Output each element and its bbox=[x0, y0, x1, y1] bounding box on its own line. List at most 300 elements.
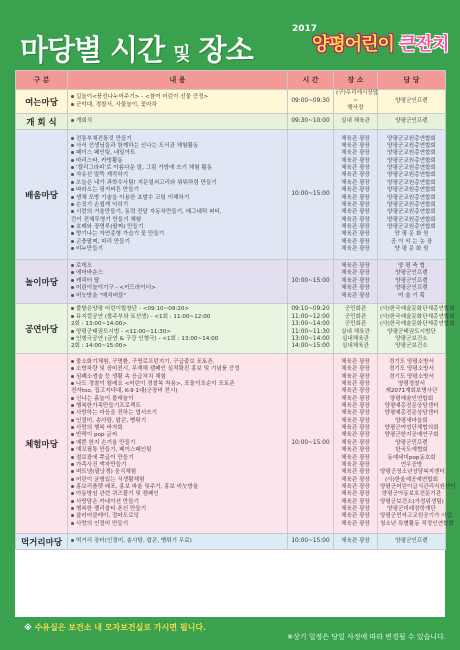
schedule-disclaimer: ※상기 일정은 당일 사정에 따라 변경될 수 있습니다. bbox=[287, 633, 446, 641]
bullet-icon bbox=[71, 500, 74, 503]
time-line bbox=[290, 191, 331, 198]
place-text: 체육관 광장 bbox=[341, 461, 370, 468]
org-line bbox=[380, 366, 443, 373]
bullet-icon bbox=[71, 103, 74, 106]
section-category: 공연마당 bbox=[16, 304, 68, 354]
program-item-text: 간이 전체투영기 만들기 체험 bbox=[71, 216, 142, 223]
org-line bbox=[380, 538, 443, 545]
bullet-icon bbox=[71, 456, 74, 459]
program-item-text: 전통부채전통것 만들기 bbox=[76, 135, 132, 142]
org-text: 양평예총전문상담센터 bbox=[384, 410, 439, 417]
program-item-cell bbox=[68, 90, 288, 114]
program-item-line bbox=[71, 136, 284, 143]
place-text: 체육관 광장 bbox=[341, 157, 370, 164]
time-cell bbox=[288, 354, 334, 534]
bullet-icon bbox=[71, 240, 74, 243]
bullet-icon bbox=[71, 478, 74, 481]
org-text: 양평군보건소 bbox=[395, 335, 428, 342]
org-line bbox=[380, 410, 443, 417]
bullet-icon bbox=[71, 367, 74, 370]
bullet-icon bbox=[71, 397, 74, 400]
program-item-cell bbox=[68, 534, 288, 550]
place-line bbox=[336, 270, 375, 277]
org-text: 양평군교원총연합회 bbox=[387, 223, 436, 230]
org-text: 양평군교원총연합회 bbox=[387, 135, 436, 142]
bullet-icon bbox=[71, 264, 74, 267]
program-item-line bbox=[71, 118, 284, 125]
event-logo bbox=[286, 26, 451, 56]
program-item-line bbox=[71, 285, 284, 292]
org-text: 양평군교원총연합회 bbox=[387, 157, 436, 164]
program-item-text: 나도 경찰이 될래요 <어린이 경찰복 착용>, 포돌이포순이 포토존 bbox=[76, 381, 235, 388]
table-row bbox=[16, 130, 446, 260]
bullet-icon bbox=[71, 426, 74, 429]
program-item-text: 개회식 bbox=[76, 117, 93, 124]
org-line bbox=[380, 231, 443, 238]
place-text: 군민회관 bbox=[344, 321, 367, 328]
program-item-text: 사랑의 행복 바자회 bbox=[76, 425, 123, 432]
place-text: 체육관 광장 bbox=[341, 373, 370, 380]
time-text: 14:00~15:00 bbox=[291, 343, 330, 350]
place-text: 체육관 광장 bbox=[341, 187, 370, 194]
org-text: 양평군교원총연합회 bbox=[387, 201, 436, 208]
org-text: 양평군교원총연합회 bbox=[387, 216, 436, 223]
program-item-line bbox=[71, 469, 284, 476]
page-title: 마당별 시간 및 장소 bbox=[20, 33, 253, 67]
program-item-text: 호패와 장명루(팔찌) 만들기 bbox=[76, 223, 144, 230]
org-line bbox=[380, 270, 443, 277]
program-item-text: 예꼬필통 만들기, 페이스페인팅 bbox=[76, 447, 152, 454]
org-text: 한국도예협회 bbox=[395, 447, 428, 454]
place-line bbox=[336, 432, 375, 439]
place-text: ~ bbox=[353, 97, 358, 104]
bullet-icon bbox=[71, 159, 74, 162]
program-item-line bbox=[71, 239, 284, 246]
table-row bbox=[16, 90, 446, 114]
place-text: 체육관 광장 bbox=[341, 381, 370, 388]
bullet-icon bbox=[71, 360, 74, 363]
bullet-icon bbox=[71, 441, 74, 444]
org-line bbox=[380, 469, 443, 476]
place-line bbox=[336, 396, 375, 403]
program-item-line bbox=[71, 150, 284, 157]
program-item-line bbox=[71, 321, 284, 328]
program-item-text: 에어바운스 bbox=[76, 270, 104, 277]
program-item-cell bbox=[68, 354, 288, 534]
place-line bbox=[336, 321, 375, 328]
program-item-text: 예쁜 한지 손거울 만들기 bbox=[76, 439, 136, 446]
bullet-icon bbox=[71, 375, 74, 378]
place-text: 체육관 광장 bbox=[341, 498, 370, 505]
org-line bbox=[380, 150, 443, 157]
org-text: 양평예총전문상담센터 bbox=[384, 403, 439, 410]
schedule-table-container bbox=[15, 70, 456, 617]
org-text: 양평군교원총연합회 bbox=[387, 172, 436, 179]
time-cell bbox=[288, 114, 334, 130]
program-item-text: 사랑의 인절미 만들기 bbox=[76, 520, 129, 527]
place-cell bbox=[334, 90, 378, 114]
schedule-table bbox=[15, 70, 456, 550]
program-item-text: 사랑담은 카네이션 만들기 bbox=[76, 498, 139, 505]
org-text: 양평군태권도시범단 bbox=[387, 328, 436, 335]
place-line bbox=[336, 217, 375, 224]
place-cell bbox=[334, 130, 378, 260]
program-item-text: 길놀이<풍선나누어주기> - <참여 어린이 선물 증정> bbox=[76, 94, 209, 101]
bullet-icon bbox=[71, 95, 74, 98]
bullet-icon bbox=[71, 337, 74, 340]
place-text: 체육관 광장 bbox=[341, 270, 370, 277]
program-item-line bbox=[71, 270, 284, 277]
program-item-cell bbox=[68, 260, 288, 304]
place-text: 실내 체육관 bbox=[341, 117, 370, 124]
place-line bbox=[336, 491, 375, 498]
program-item-line bbox=[71, 513, 284, 520]
place-text: 실내체육관 bbox=[341, 343, 370, 350]
org-text: 양평군교원총연합회 bbox=[387, 150, 436, 157]
place-line bbox=[336, 329, 375, 336]
place-text: 체육관 광장 bbox=[341, 366, 370, 373]
program-item-line bbox=[71, 209, 284, 216]
org-line bbox=[380, 98, 443, 105]
place-text: 체육관 광장 bbox=[341, 150, 370, 157]
org-text: 양평군한지공예연구회 bbox=[384, 432, 439, 439]
org-text: 양평군교원총연합회 bbox=[387, 179, 436, 186]
program-item-text: 반짝이 pop 글씨 bbox=[76, 432, 118, 439]
program-item-line bbox=[71, 410, 284, 417]
program-item-text: 인절미, 송사탕, 팝콘, 뻥튀기 bbox=[76, 417, 147, 424]
time-cell bbox=[288, 304, 334, 354]
bullet-icon bbox=[71, 382, 74, 385]
org-text: 경기도 양평소방서 bbox=[388, 359, 434, 366]
program-item-text: 따라오는 핑거버튼 만들기 bbox=[76, 187, 139, 194]
program-item-text: 행복한가족만들기프로젝트 bbox=[76, 403, 141, 410]
program-item-cell bbox=[68, 130, 288, 260]
time-text: 13:00~14:00 bbox=[291, 321, 330, 328]
place-text: 체육관 광장 bbox=[341, 216, 370, 223]
place-line bbox=[336, 343, 375, 350]
event-year: 2017 bbox=[292, 24, 318, 34]
org-text: 양평군교원총연합회 bbox=[387, 143, 436, 150]
bullet-icon bbox=[71, 507, 74, 510]
bullet-icon bbox=[71, 419, 74, 422]
program-item-text: 사랑하는 마음을 전하는 엽서쓰기 bbox=[76, 410, 157, 417]
org-line bbox=[380, 293, 443, 300]
org-text: 양 평 문 화 원 bbox=[394, 231, 429, 238]
program-item-text: 시련의 거울만들기, 동력 전달 자동차만들기, 매그네틱 퍼티, bbox=[76, 209, 222, 216]
place-text: 체육관 광장 bbox=[341, 179, 370, 186]
col-header-time: 시 간 bbox=[288, 71, 334, 90]
time-line bbox=[290, 306, 331, 313]
place-line bbox=[336, 538, 375, 545]
org-text: 양평군교원총연합회 bbox=[387, 209, 436, 216]
program-item-text: 캐릭터 탈 bbox=[76, 277, 100, 284]
org-text: 청소년 특별활동 적정인연합회 bbox=[380, 520, 454, 527]
bullet-icon bbox=[71, 271, 74, 274]
org-line bbox=[380, 195, 443, 202]
program-item-line bbox=[71, 94, 284, 101]
org-cell bbox=[378, 354, 456, 534]
place-line bbox=[336, 447, 375, 454]
program-item-line bbox=[71, 329, 284, 336]
place-line bbox=[336, 306, 375, 313]
program-item-line bbox=[71, 491, 284, 498]
place-text: 행사장 bbox=[347, 105, 364, 112]
program-item-text: 물소화기체험, 구명환, 구명로프던지기, 구급출보 포토존, bbox=[76, 359, 215, 366]
program-item-text: 오늘은 내가 과학수사팀! 지문열쇠고리와 뭐뭐하렴 만들기 bbox=[76, 179, 217, 186]
org-text: 양평군인프렌 bbox=[395, 117, 428, 124]
program-item-text: 페이스 페인팅, 네일아트 bbox=[76, 150, 136, 157]
org-line bbox=[380, 217, 443, 224]
place-text: 체육관 광장 bbox=[341, 513, 370, 520]
bullet-icon bbox=[71, 181, 74, 184]
place-text: 체육관 광장 bbox=[341, 201, 370, 208]
program-item-line bbox=[71, 538, 284, 545]
org-line bbox=[380, 209, 443, 216]
program-item-text: 양평군태권도시범 - <11:00~11:30> bbox=[76, 328, 172, 335]
table-row bbox=[16, 354, 446, 534]
time-text: 13:00~14:00 bbox=[291, 335, 330, 342]
place-text: 체육관 광장 bbox=[341, 439, 370, 446]
bullet-icon bbox=[71, 411, 74, 414]
program-item-line bbox=[71, 499, 284, 506]
program-item-line bbox=[71, 343, 284, 350]
place-text: 실내체육관 bbox=[341, 335, 370, 342]
org-line bbox=[380, 172, 443, 179]
program-item-text: 절보광에 쭈글이 만들기 bbox=[76, 454, 134, 461]
place-line bbox=[336, 469, 375, 476]
section-category: 먹거리마당 bbox=[16, 534, 68, 550]
bullet-icon bbox=[71, 514, 74, 517]
place-text: 체육관 광장 bbox=[341, 223, 370, 230]
place-text: 체육관 광장 bbox=[341, 537, 370, 544]
section-category: 여는마당 bbox=[16, 90, 68, 114]
org-text: 양평군아동보호전문기관 bbox=[381, 491, 442, 498]
bullet-icon bbox=[71, 294, 74, 297]
time-text: 09:30~10:00 bbox=[291, 117, 330, 124]
org-text: 양평군민자고교원공기가 사업 bbox=[380, 513, 453, 520]
table-row bbox=[16, 114, 446, 130]
place-cell bbox=[334, 534, 378, 550]
col-header-org: 담 당 bbox=[378, 71, 446, 90]
place-text: 체육관 광장 bbox=[341, 432, 370, 439]
org-text: (사)한국예술문화단체총연합회 bbox=[380, 321, 455, 328]
program-item-text: 향기나는 자연종형 가습기 꽃 만들기 bbox=[76, 231, 165, 238]
bullet-icon bbox=[71, 522, 74, 525]
org-line bbox=[380, 136, 443, 143]
place-text: 체육관 광장 bbox=[341, 483, 370, 490]
org-text: 경기도 양평소방서 bbox=[388, 373, 434, 380]
time-line bbox=[290, 440, 331, 447]
time-text: 11:00~12:00 bbox=[291, 313, 330, 320]
org-line bbox=[380, 455, 443, 462]
place-text: 체육관 광장 bbox=[341, 359, 370, 366]
program-item-text: 먹거리 장터(인절미, 솜사탕, 팝콘, 뻥튀기 무료) bbox=[76, 537, 192, 544]
col-header-place: 장 소 bbox=[334, 71, 378, 90]
bullet-icon bbox=[71, 247, 74, 250]
time-line bbox=[290, 336, 331, 343]
time-text: 09:10~09:20 bbox=[291, 306, 330, 313]
place-text: 체육관 광장 bbox=[341, 469, 370, 476]
col-header-category: 구 분 bbox=[16, 71, 68, 90]
bullet-icon bbox=[71, 173, 74, 176]
place-text: 체육관 광장 bbox=[341, 491, 370, 498]
bullet-icon bbox=[71, 137, 74, 140]
place-line bbox=[336, 455, 375, 462]
program-item-text: 곤충팔찌, 피리 만들기 bbox=[76, 238, 130, 245]
program-item-line bbox=[71, 102, 284, 109]
org-line bbox=[380, 306, 455, 313]
time-cell bbox=[288, 260, 334, 304]
program-item-line bbox=[71, 432, 284, 439]
program-item-text: 2회 : 13:00~14:00> bbox=[71, 321, 128, 328]
org-text: 연우공방 bbox=[400, 461, 423, 468]
program-item-text: 로데오 bbox=[76, 263, 93, 270]
org-text: 양평군인프렌 bbox=[395, 277, 428, 284]
org-line bbox=[380, 432, 443, 439]
org-line bbox=[380, 321, 455, 328]
program-item-line bbox=[71, 217, 284, 224]
org-text: 양 평 문 화 원 bbox=[394, 245, 429, 252]
org-text: 양평군미래장학재단 bbox=[387, 505, 436, 512]
org-text: 공 이 익 는 농 장 bbox=[390, 238, 433, 245]
place-text: 체육관 광장 bbox=[341, 245, 370, 252]
program-item-line bbox=[71, 231, 284, 238]
place-line bbox=[336, 293, 375, 300]
section-category: 배움마당 bbox=[16, 130, 68, 260]
place-text: 체육관 광장 bbox=[341, 403, 370, 410]
org-line bbox=[380, 499, 443, 506]
time-text: 09:00~09:30 bbox=[291, 97, 330, 104]
place-text: 체육관 광장 bbox=[341, 263, 370, 270]
time-line bbox=[290, 343, 331, 350]
program-item-line bbox=[71, 293, 284, 300]
event-name: 양평어린이 큰잔치 bbox=[312, 34, 449, 55]
place-text: 체육관 광장 bbox=[341, 476, 370, 483]
org-text: 여 울 기 획 bbox=[398, 292, 425, 299]
bullet-icon bbox=[71, 330, 74, 333]
program-item-line bbox=[71, 187, 284, 194]
program-item-text: 어린이놀이기구 - <키드라이더> bbox=[76, 285, 156, 292]
org-text: 양평경찰서 bbox=[397, 381, 426, 388]
program-item-text: 심폐소생술 등 생활 속 응급처치 체험 bbox=[76, 373, 166, 380]
section-category: 체험마당 bbox=[16, 354, 68, 534]
program-item-text: 인형극공연 (금연 & 구강 인형극) - <1회 : 13:00~14:00 bbox=[76, 335, 219, 342]
place-cell bbox=[334, 260, 378, 304]
bullet-icon bbox=[71, 203, 74, 206]
bullet-icon bbox=[71, 539, 74, 542]
program-item-line bbox=[71, 374, 284, 381]
time-cell bbox=[288, 90, 334, 114]
program-item-text: 비눗방울 "매직버블" bbox=[76, 292, 127, 299]
place-line bbox=[336, 209, 375, 216]
org-cell bbox=[378, 304, 455, 354]
place-text: (구)우리에시장앞 bbox=[336, 90, 379, 97]
bullet-icon bbox=[71, 404, 74, 407]
org-cell bbox=[378, 114, 446, 130]
org-text: 양평군인프렌 bbox=[395, 270, 428, 277]
bullet-icon bbox=[71, 232, 74, 235]
bullet-icon bbox=[71, 196, 74, 199]
org-text: 양평예술인연합회 bbox=[389, 395, 434, 402]
place-text: 체육관 광장 bbox=[341, 410, 370, 417]
bullet-icon bbox=[71, 279, 74, 282]
bullet-icon bbox=[71, 433, 74, 436]
org-text: 양평새마을회 bbox=[395, 417, 428, 424]
time-text: 11:00~11:30 bbox=[291, 328, 330, 335]
time-line bbox=[290, 329, 331, 336]
program-item-line bbox=[71, 521, 284, 528]
place-line bbox=[336, 366, 375, 373]
place-line bbox=[336, 285, 375, 292]
program-item-line bbox=[71, 447, 284, 454]
org-text: 제2071계회보병사단 bbox=[385, 388, 438, 395]
place-line bbox=[336, 374, 375, 381]
time-line bbox=[290, 98, 331, 105]
bullet-icon bbox=[71, 286, 74, 289]
place-text: 체육관 광장 bbox=[341, 454, 370, 461]
program-item-text: 벼트냄(필낭쟁) 음식체험 bbox=[76, 469, 137, 476]
place-cell bbox=[334, 304, 378, 354]
bullet-icon bbox=[71, 119, 74, 122]
place-line bbox=[336, 410, 375, 417]
place-text: 체육관 광장 bbox=[341, 165, 370, 172]
place-text: 체육관 광장 bbox=[341, 209, 370, 216]
place-text: 체육관 광장 bbox=[341, 172, 370, 179]
time-text: 10:00~15:00 bbox=[291, 537, 330, 544]
time-line bbox=[290, 278, 331, 285]
program-item-text: '캘리그라피'로 아름다운 말, 그림 가방에 쓰기 체험 활동 bbox=[76, 165, 213, 172]
table-row bbox=[16, 260, 446, 304]
org-text: 양평군보건소 bbox=[395, 343, 428, 350]
org-text: 양평군교원총연합회 bbox=[387, 165, 436, 172]
place-line bbox=[336, 239, 375, 246]
org-text: 양평군민프렌 bbox=[395, 439, 428, 446]
place-text: 체육관 광장 bbox=[341, 520, 370, 527]
program-item-cell bbox=[68, 304, 288, 354]
place-line bbox=[336, 477, 375, 484]
place-text: 체육관 광장 bbox=[341, 505, 370, 512]
time-text: 10:00~15:00 bbox=[291, 190, 330, 197]
bullet-icon bbox=[71, 225, 74, 228]
program-item-line bbox=[71, 172, 284, 179]
org-text: 양평군교원총연합회 bbox=[387, 194, 436, 201]
program-item-text: 아동방임 관련 퀴즈풀기 및 캠페인 bbox=[76, 491, 159, 498]
program-item-cell bbox=[68, 114, 288, 130]
col-header-content: 내 용 bbox=[68, 71, 288, 90]
place-text: 체육관 광장 bbox=[341, 292, 370, 299]
org-line bbox=[380, 520, 454, 528]
program-item-line bbox=[71, 477, 284, 484]
place-line bbox=[336, 231, 375, 238]
place-text: 군민회관 bbox=[344, 313, 367, 320]
program-item-line bbox=[71, 455, 284, 462]
program-item-text: 행복한 펠리클티 폰선 만들기 bbox=[76, 505, 147, 512]
org-line bbox=[380, 374, 443, 381]
bullet-icon bbox=[71, 315, 74, 318]
table-header-row bbox=[16, 71, 446, 90]
program-item-text: 사서 선생님들과 함께하는 신나는 도서관 체험활동 bbox=[76, 143, 199, 150]
bullet-icon bbox=[71, 151, 74, 154]
place-text: 체육관 광장 bbox=[341, 425, 370, 432]
program-item-text: 홍보리플렛 배포, 홍보 파울 및주기, 홍보 비눗방울 bbox=[76, 483, 199, 490]
bullet-icon bbox=[71, 448, 74, 451]
table-row bbox=[16, 304, 446, 354]
place-line bbox=[336, 388, 375, 395]
org-cell bbox=[378, 534, 446, 550]
place-text: 체육관 광장 bbox=[341, 388, 370, 395]
org-line bbox=[380, 118, 443, 125]
section-category: 놀이마당 bbox=[16, 260, 68, 304]
